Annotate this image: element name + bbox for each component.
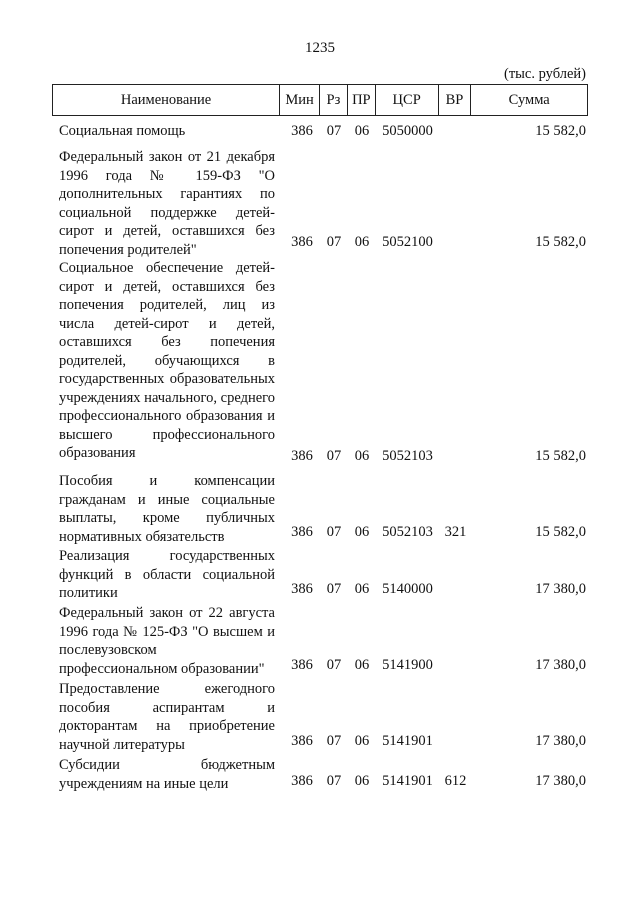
row-name: Социальная помощь: [59, 123, 186, 139]
row-rz: 07: [326, 773, 342, 789]
row-pr: 06: [354, 234, 370, 250]
row-min: 386: [291, 773, 313, 789]
row-min: 386: [291, 234, 313, 250]
row-csr: 5141900: [382, 657, 433, 673]
row-min: 386: [291, 657, 313, 673]
row-name: Социальное обеспечение детей-сирот и детей, оставшихся без попечения родителей, лиц из числа детей-сирот и детей, оставшихся без попечения родителей, обучающихся в государственных образовательных учреждениях начального, среднего профессионального образования и высшего профессионального образования: [59, 260, 275, 461]
row-pr: 06: [354, 733, 370, 749]
header-name: Наименование: [53, 85, 280, 115]
row-min: 386: [291, 524, 313, 540]
row-sum: 15 582,0: [535, 524, 586, 540]
row-min: 386: [291, 581, 313, 597]
header-sum: Сумма: [508, 91, 550, 108]
units-label: (тыс. рублей): [504, 66, 586, 82]
header-rz: Рз: [320, 85, 348, 115]
row-rz: 07: [326, 448, 342, 464]
table-row: [52, 680, 588, 753]
row-rz: 07: [326, 524, 342, 540]
row-rz: 07: [326, 123, 342, 139]
table-row: [52, 756, 588, 790]
table-row: [52, 259, 588, 465]
row-pr: 06: [354, 581, 370, 597]
row-min: 386: [291, 448, 313, 464]
row-csr: 5052103: [382, 448, 433, 464]
row-min: 386: [291, 733, 313, 749]
row-rz: 07: [326, 733, 342, 749]
row-csr: 5141901: [382, 733, 433, 749]
row-csr: 5052103: [382, 524, 433, 540]
row-rz: 07: [326, 581, 342, 597]
row-rz: 07: [326, 657, 342, 673]
header-vr: ВР: [439, 85, 472, 115]
table-row: [52, 547, 588, 601]
row-sum: 17 380,0: [535, 773, 586, 789]
row-sum: 15 582,0: [535, 448, 586, 464]
header-csr: ЦСР: [376, 85, 439, 115]
row-rz: 07: [326, 234, 342, 250]
row-name: Субсидии бюджетным учреждениям на иные цели: [59, 757, 275, 792]
row-name: Федеральный закон от 21 декабря 1996 года № 159-ФЗ "О дополнительных гарантиях по социальной поддержке детей-сирот и детей, оставшихся без попечения родителей": [59, 149, 275, 258]
header-min: Мин: [280, 85, 320, 115]
row-sum: 15 582,0: [535, 234, 586, 250]
table-row: [52, 604, 588, 677]
row-sum: 17 380,0: [535, 581, 586, 597]
row-sum: 17 380,0: [535, 657, 586, 673]
row-csr: 5141901: [382, 773, 433, 789]
row-name: Федеральный закон от 22 августа 1996 года № 125-ФЗ "О высшем и послевузовском профессиональном образовании": [59, 605, 275, 677]
table-row: [52, 122, 588, 140]
table-header: [52, 84, 588, 116]
header-pr: ПР: [348, 85, 376, 115]
row-min: 386: [291, 123, 313, 139]
row-csr: 5050000: [382, 123, 433, 139]
row-pr: 06: [354, 524, 370, 540]
row-sum: 15 582,0: [535, 123, 586, 139]
row-name: Предоставление ежегодного пособия аспирантам и докторантам на приобретение научной литературы: [59, 681, 275, 753]
row-name: Реализация государственных функций в области социальной политики: [59, 548, 275, 601]
table-row: [52, 148, 588, 258]
row-name: Пособия и компенсации гражданам и иные социальные выплаты, кроме публичных нормативных обязательств: [59, 473, 275, 545]
page-number: 1235: [305, 40, 335, 56]
row-pr: 06: [354, 657, 370, 673]
row-vr: 321: [444, 524, 467, 540]
row-pr: 06: [354, 123, 370, 139]
row-csr: 5140000: [382, 581, 433, 597]
row-sum: 17 380,0: [535, 733, 586, 749]
table-row: [52, 472, 588, 545]
row-pr: 06: [354, 448, 370, 464]
row-pr: 06: [354, 773, 370, 789]
row-vr: 612: [444, 773, 467, 789]
row-csr: 5052100: [382, 234, 433, 250]
